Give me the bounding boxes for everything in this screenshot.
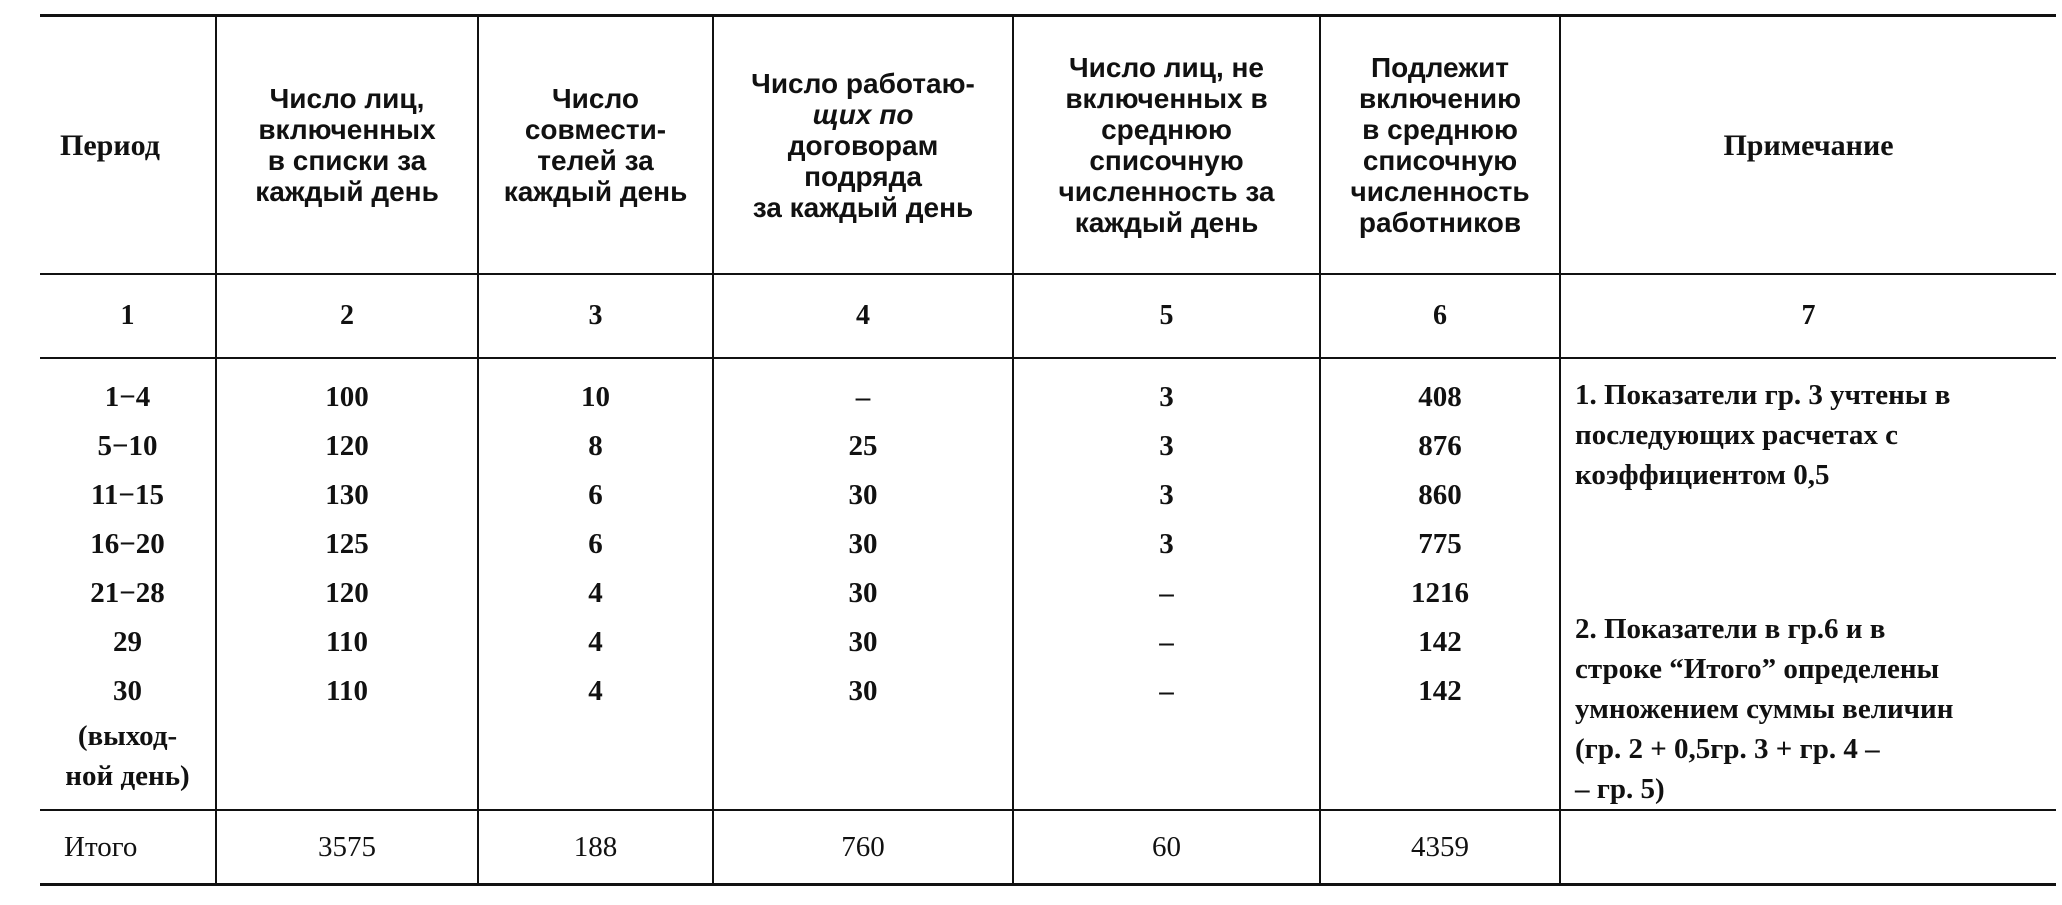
header-line: списочную	[1362, 145, 1518, 176]
cell-value: 120	[325, 577, 369, 609]
header-line: Число лиц, не	[1068, 52, 1264, 83]
note-2	[1575, 609, 2056, 809]
note-line: 2. Показатели в гр.6 и в	[1575, 613, 1886, 645]
header-line: совмести-	[524, 114, 667, 145]
cell-value: 130	[325, 479, 369, 511]
cell-value: 30	[848, 626, 878, 658]
cell-value: 6	[588, 528, 603, 560]
cell-value: 3	[1159, 381, 1174, 413]
part-timers-cell	[478, 358, 713, 810]
header-line: работников	[1358, 207, 1522, 238]
note-line: 1. Показатели гр. 3 учтены в	[1575, 379, 1951, 411]
header-line: включенных в	[1065, 83, 1268, 114]
total-label: Итого	[40, 810, 216, 885]
cell-value: 30	[848, 479, 878, 511]
header-line: Подлежит	[1370, 52, 1510, 83]
cell-value: 10	[581, 381, 610, 413]
header-line: телей за	[537, 145, 654, 176]
cell-value: 110	[326, 675, 368, 707]
cell-value: 860	[1418, 479, 1462, 511]
cell-value: 142	[1418, 626, 1462, 658]
notes-text	[1561, 359, 2056, 809]
cell-value: 408	[1418, 381, 1462, 413]
cell-value: 3	[1159, 479, 1174, 511]
cell-value: –	[1159, 577, 1174, 609]
period-value: 21−28	[90, 577, 165, 609]
header-line: каждый день	[255, 176, 439, 207]
cell-value: 120	[325, 430, 369, 462]
header-line: в списки за	[267, 145, 427, 176]
cell-value: 4	[588, 626, 603, 658]
note-line: – гр. 5)	[1575, 773, 1665, 805]
cell-value: –	[1159, 675, 1174, 707]
period-note: (выход-	[77, 720, 178, 752]
header-included-count	[1320, 16, 1560, 275]
header-period: Период	[40, 16, 216, 275]
note-line: последующих расчетах с	[1575, 419, 1898, 451]
period-value: 29	[113, 626, 142, 658]
header-line: численность	[1350, 176, 1530, 207]
period-list	[40, 359, 215, 796]
cell-value: 100	[325, 381, 369, 413]
cell-value: 775	[1418, 528, 1462, 560]
header-line: Число	[552, 83, 639, 114]
note-1	[1575, 375, 2056, 495]
column-number: 7	[1560, 274, 2056, 358]
header-part-timers	[478, 16, 713, 275]
header-line: каждый день	[1074, 207, 1259, 238]
header-listed-count	[216, 16, 478, 275]
table-header-row	[40, 16, 2056, 275]
contract-workers-cell	[713, 358, 1013, 810]
cell-value: 142	[1418, 675, 1462, 707]
period-value: 11−15	[91, 479, 164, 511]
header-line: включенных	[258, 114, 436, 145]
listed-count-cell	[216, 358, 478, 810]
total-note	[1560, 810, 2056, 885]
column-number: 2	[216, 274, 478, 358]
header-line: численность за	[1058, 176, 1275, 207]
total-value: 3575	[216, 810, 478, 885]
cell-value: –	[1159, 626, 1174, 658]
header-line: включению	[1358, 83, 1522, 114]
table-data-row	[40, 358, 2056, 810]
value-list	[714, 359, 1012, 716]
note-line: (гр. 2 + 0,5гр. 3 + гр. 4 –	[1575, 733, 1880, 765]
cell-value: 4	[588, 577, 603, 609]
column-number: 1	[40, 274, 216, 358]
header-line: щих по	[812, 98, 914, 130]
period-value: 5−10	[97, 430, 158, 462]
cell-value: 1216	[1411, 577, 1469, 609]
cell-value: –	[855, 381, 871, 413]
column-number: 3	[478, 274, 713, 358]
column-number: 5	[1013, 274, 1320, 358]
cell-value: 25	[848, 430, 878, 462]
header-line: Число лиц,	[269, 83, 425, 114]
value-list	[217, 359, 477, 716]
total-value: 188	[478, 810, 713, 885]
cell-value: 876	[1418, 430, 1462, 462]
cell-value: 110	[326, 626, 368, 658]
total-row	[40, 810, 2056, 885]
note-line: строке “Итого” определены	[1575, 653, 1940, 685]
period-note: ной день)	[65, 760, 190, 792]
column-number: 4	[713, 274, 1013, 358]
cell-value: 6	[588, 479, 603, 511]
value-list	[1014, 359, 1319, 716]
column-number-row	[40, 274, 2056, 358]
value-list	[479, 359, 712, 716]
total-value: 4359	[1320, 810, 1560, 885]
header-line: каждый день	[503, 176, 688, 207]
column-number: 6	[1320, 274, 1560, 358]
table-page	[40, 14, 2056, 886]
header-note: Примечание	[1560, 16, 2056, 275]
excluded-count-cell	[1013, 358, 1320, 810]
header-line: договорам	[787, 129, 939, 161]
staff-count-table	[40, 14, 2056, 886]
cell-value: 30	[848, 675, 878, 707]
header-contract-workers	[713, 16, 1013, 275]
cell-value: 125	[325, 528, 369, 560]
cell-value: 3	[1159, 528, 1174, 560]
header-line: списочную	[1089, 145, 1244, 176]
header-excluded-count	[1013, 16, 1320, 275]
header-line: в среднюю	[1362, 114, 1518, 145]
cell-value: 3	[1159, 430, 1174, 462]
header-line: среднюю	[1101, 114, 1232, 145]
total-value: 60	[1013, 810, 1320, 885]
note-line: умножением суммы величин	[1575, 693, 1954, 725]
value-list	[1321, 359, 1559, 716]
period-value: 30	[113, 675, 142, 707]
period-cell	[40, 358, 216, 810]
header-line: Число работаю-	[751, 67, 975, 99]
cell-value: 30	[848, 528, 878, 560]
included-count-cell	[1320, 358, 1560, 810]
note-cell	[1560, 358, 2056, 810]
note-line: коэффициентом 0,5	[1575, 459, 1830, 491]
cell-value: 30	[848, 577, 878, 609]
cell-value: 8	[588, 430, 603, 462]
cell-value: 4	[588, 675, 603, 707]
header-line: подряда	[804, 160, 922, 192]
header-line: за каждый день	[752, 191, 974, 223]
period-value: 1−4	[104, 381, 151, 413]
period-value: 16−20	[90, 528, 165, 560]
total-value: 760	[713, 810, 1013, 885]
